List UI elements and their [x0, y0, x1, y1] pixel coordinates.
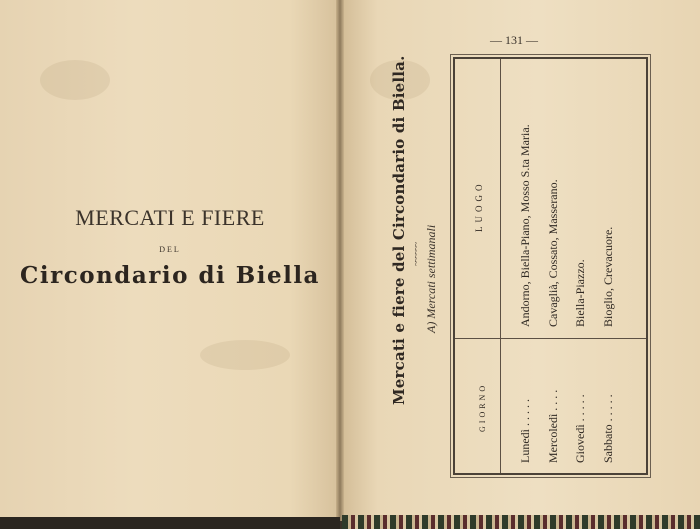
table-cell-day: Mercoledì . . . . — [546, 389, 560, 463]
paper-stain — [200, 340, 290, 370]
page-number: — 131 — — [490, 33, 538, 47]
heading-ornament: ~~~~~~ — [411, 242, 421, 266]
subsection-heading: A) Mercati settimanali — [424, 224, 438, 333]
table-cell-day: Giovedì . . . . . — [573, 394, 587, 463]
table-cell-day: Lunedì . . . . . — [518, 399, 532, 463]
paper-stain — [40, 60, 110, 100]
column-header-day: GIORNO — [478, 382, 487, 432]
page-title: MERCATI E FIERE — [75, 205, 265, 230]
table-cell-place: Bioglio, Crevacuore. — [601, 226, 615, 327]
title-subtitle: Circondario di Biella — [20, 262, 320, 289]
table-cell-place: Biella-Piazzo. — [573, 259, 587, 327]
table-cell-day: Sabbato . . . . . — [601, 394, 615, 463]
book-gutter — [336, 0, 344, 521]
table-cell-place: Andorno, Biella-Piano, Mosso S.ta Maria. — [518, 124, 532, 327]
column-header-place: LUOGO — [474, 180, 484, 232]
header-divider — [500, 59, 501, 473]
table-cell-place: Cavaglià, Cossato, Masserano. — [546, 179, 560, 327]
left-page-bottom-edge — [0, 517, 340, 529]
section-heading: Mercati e fiere del Circondario di Biella. — [390, 55, 408, 405]
title-connector: DEL — [159, 245, 181, 254]
right-page-bottom-edge — [342, 515, 700, 529]
column-divider — [455, 338, 646, 339]
